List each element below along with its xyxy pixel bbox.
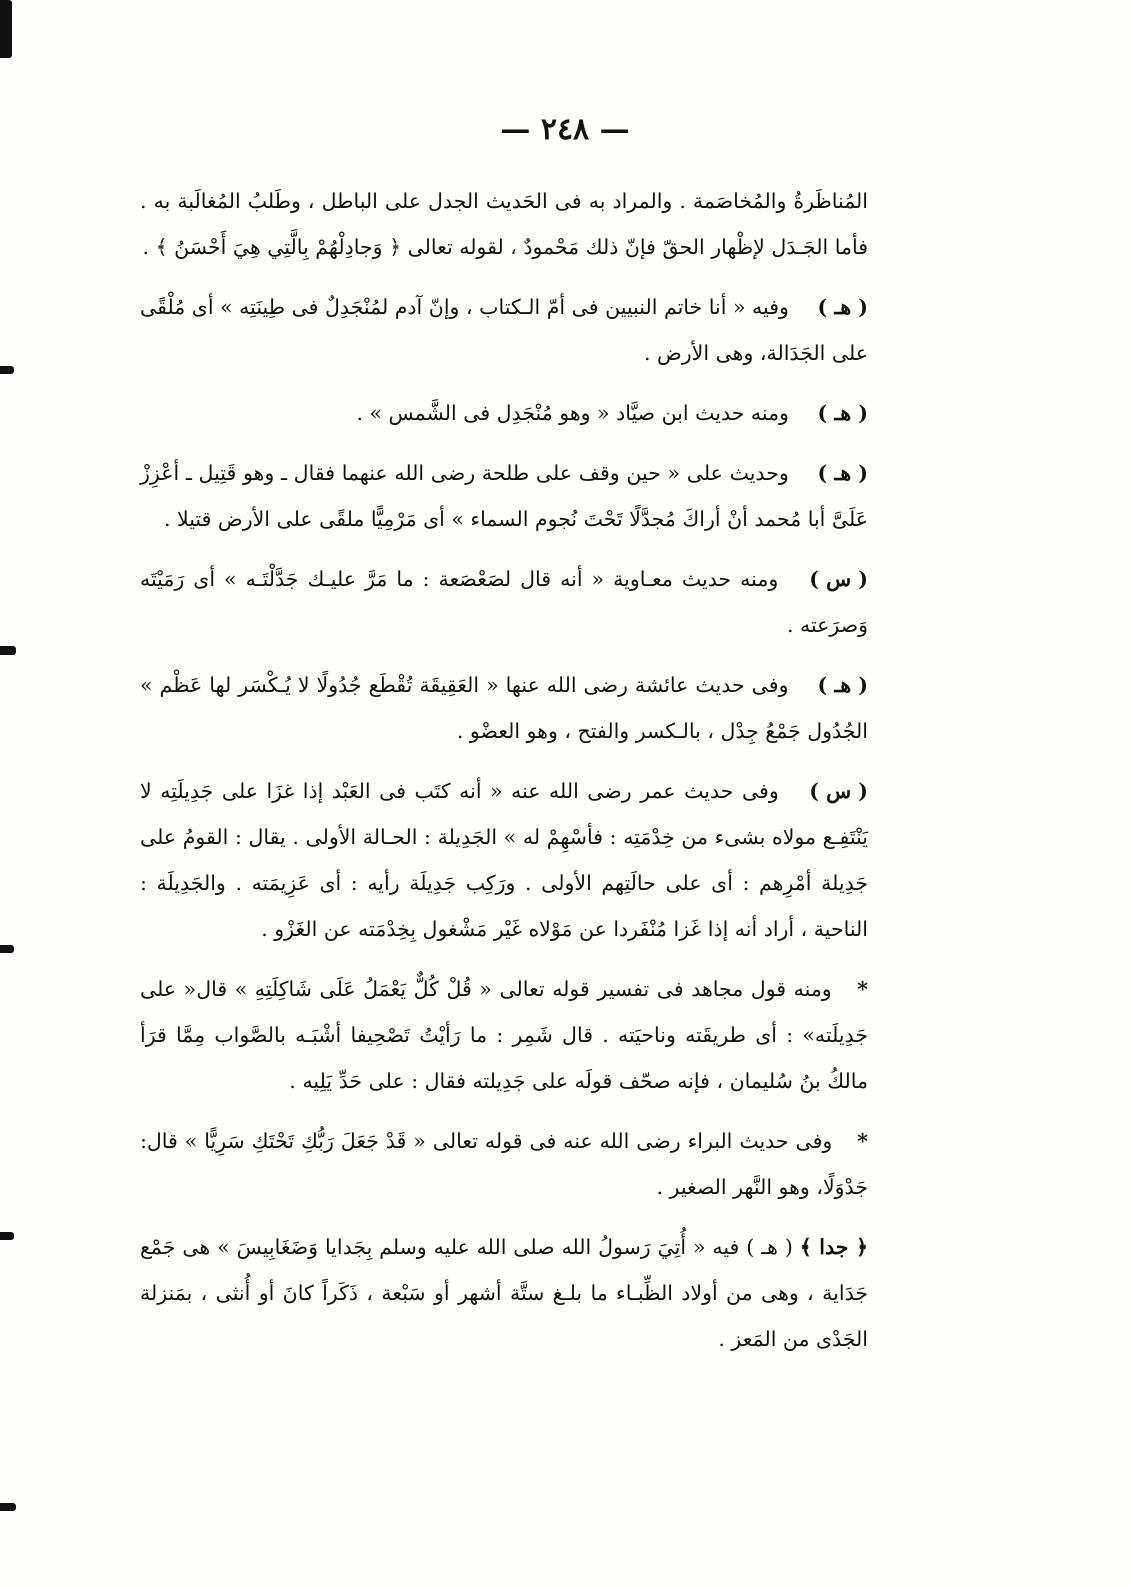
paragraph (140, 662, 868, 754)
paragraph-text: المُناظَرةُ والمُخاصَمة . والمراد به فى الحَديث الجدل على الباطل ، وطَلبُ المُغالَبة به . فأما الجَـدَل لإظْهار الحقّ فإنّ ذلك مَحْمودٌ ، لقوله تعالى ﴿ وَجادِلْهُمْ بِالَّتِي هِيَ أَحْسَنُ ﴾ . (140, 189, 868, 259)
page-edge-mark (0, 945, 14, 953)
page-number: — ٢٤٨ — (500, 112, 630, 147)
page-edge-mark (0, 1232, 14, 1240)
source-tag: ( هـ ) (817, 673, 868, 697)
body-text (140, 178, 868, 1368)
paragraph (140, 284, 868, 376)
paragraph (140, 178, 868, 270)
paragraph-text: ( هـ ) فيه « أُتِيَ رَسولُ الله صلى الله عليه وسلم بِجَدايا وَضَغَابِيسَ » هى جَمْع جَدَاية ، وهى من أولاد الظِّبـاء ما بلـغ ستَّة أشهر أو سَبْعة ، ذَكَراً كانَ أو أُنثى ، بمَنزلة الجَدْى من المَعز . (140, 1235, 868, 1351)
source-tag: ( هـ ) (817, 401, 868, 425)
source-tag: ( س ) (809, 567, 868, 591)
paragraph (140, 1224, 868, 1362)
paragraph (140, 966, 868, 1104)
paragraph-text: وفى حديث البراء رضى الله عنه فى قوله تعالى « قَدْ جَعَلَ رَبُّكِ تَحْتَكِ سَرِيًّا » قال: جَدْوَلًا، وهو النَّهر الصغير . (140, 1129, 868, 1199)
paragraph (140, 450, 868, 542)
source-tag: ( هـ ) (817, 461, 868, 485)
paragraph (140, 768, 868, 952)
paragraph (140, 1118, 868, 1210)
star-marker: * (857, 977, 868, 1001)
page-edge-mark (0, 1503, 16, 1511)
paragraph-text: وحديث على « حين وقف على طلحة رضى الله عنهما فقال ـ وهو قَتِيل ـ أعْزِزْ عَلَىَّ أبا مُحمد أنْ أراكَ مُجدَّلًا تَحْتَ نُجوم السماء » أى مَرْمِيًّا ملقًى على الأرض قتيلا . (140, 461, 868, 531)
paragraph-text: وفى حديث عمر رضى الله عنه « أنه كتَب فى العَبْد إذا غزَا على جَدِيلَتِه لا يَنْتَفِـع مولاه بشىء من خِدْمَتِه : فأسْهِمْ له » الجَدِيلة : الحـالة الأولى . يقال : القومُ على جَدِيلة أمْرِهم : أى على حالَتِهم الأولى . ورَكِب جَدِيلَة رأيه : أى عَزِيمَته . والجَدِيلَة : الناحية ، أراد أنه إذا غَزا مُنْفَردا عن مَوْلاه غَيْر مَشْغول بِخِدْمَته عن الغَزْو . (140, 779, 868, 941)
paragraph (140, 390, 868, 436)
paragraph (140, 556, 868, 648)
paragraph-text: ومنه قول مجاهد فى تفسير قوله تعالى « قُلْ كُلٌّ يَعْمَلُ عَلَى شَاكِلَتِهِ » قال« على جَدِيلَته» : أى طريقَته وناحيَته . قال شَمِر : ما رَأيْتُ تَصْحِيفا أشْبَـه بالصَّواب مِمَّا قرَأ مالكُ بنُ سُليمان ، فإنه صحّف قولَه على جَدِيلته فقال : على حَدِّ يَلِيه . (140, 977, 868, 1093)
entry-heading: ﴿ جدا ﴾ (799, 1235, 868, 1259)
paragraph-text: وفيه « أنا خاتم النبيين فى أمّ الـكتاب ، وإنّ آدم لمُنْجَدِلٌ فى طِينَتِه » أى مُلْقًى على الجَدَالة، وهى الأرض . (140, 295, 868, 365)
page-edge-mark (0, 646, 16, 655)
page-edge-mark (0, 0, 12, 58)
page-edge-mark (0, 366, 14, 374)
paragraph-text: ومنه حديث ابن صيَّاد « وهو مُنْجَدِل فى الشَّمس » . (356, 401, 789, 425)
paragraph-text: ومنه حديث معـاوية « أنه قال لصَعْصَعة : ما مَرَّ عليـك جَدَّلْتَـه » أى رَمَيْتَه وَصرَعته . (140, 567, 868, 637)
paragraph-text: وفى حديث عائشة رضى الله عنها « العَقِيقَة تُقْطَع جُدُولًا لا يُـكْسَر لها عَظْم » الجُدُول جَمْعُ جِدْل ، بالـكسر والفتح ، وهو العضْو . (140, 673, 868, 743)
star-marker: * (857, 1129, 868, 1153)
source-tag: ( س ) (809, 779, 868, 803)
source-tag: ( هـ ) (817, 295, 868, 319)
